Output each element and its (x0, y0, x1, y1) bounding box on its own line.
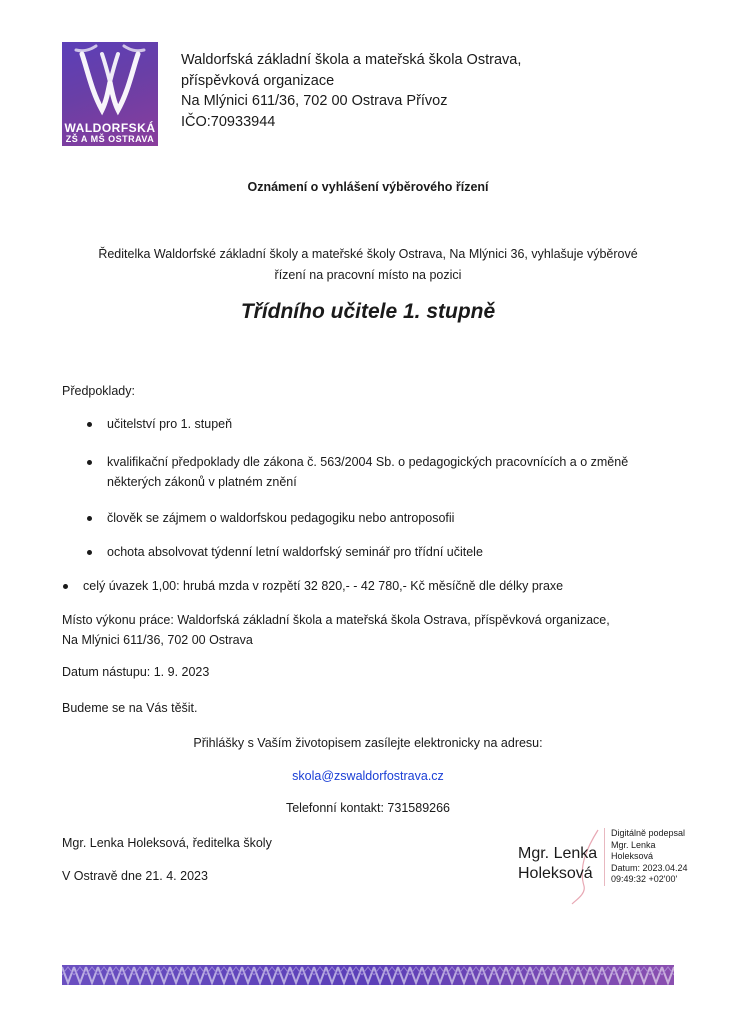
header-line-address: Na Mlýnici 611/36, 702 00 Ostrava Přívoz (181, 93, 448, 109)
salary-item: celý úvazek 1,00: hrubá mzda v rozpětí 32 820,- - 42 780,- Kč měsíčně dle délky praxe (83, 576, 563, 596)
workplace-line2: Na Mlýnici 611/36, 702 00 Ostrava (62, 633, 253, 647)
requirement-item: učitelství pro 1. stupeň (107, 414, 232, 434)
closing-text: Budeme se na Vás těšit. (62, 701, 198, 715)
school-header (181, 50, 521, 132)
header-line-ico: IČO:70933944 (181, 113, 276, 130)
position-title: Třídního učitele 1. stupně (240, 300, 496, 323)
apply-instructions: Přihlášky s Vaším životopisem zasílejte elektronicky na adresu: (193, 736, 543, 750)
requirement-item: člověk se zájmem o waldorfskou pedagogiku nebo antroposofii (107, 508, 454, 528)
digital-signature-name (518, 844, 597, 884)
workplace-paragraph (62, 610, 674, 650)
logo-text-line1: WALDORFSKÁ (64, 121, 156, 135)
sig-time: 09:49:32 +02'00' (611, 874, 678, 884)
workplace-line1: Místo výkonu práce: Waldorfská základní škola a mateřská škola Ostrava, příspěvková organizace, (62, 613, 610, 627)
place-and-date: V Ostravě dne 21. 4. 2023 (62, 869, 208, 883)
contact-email-row (0, 766, 736, 786)
requirement-item-line2: některých zákonů v platném znění (107, 475, 297, 489)
header-line-name: Waldorfská základní škola a mateřská škola Ostrava, (181, 52, 522, 68)
sig-date: Datum: 2023.04.24 (611, 862, 688, 873)
announcement-title: Oznámení o vyhlášení výběrového řízení (247, 180, 489, 194)
header-line-org-type: příspěvková organizace (181, 72, 335, 89)
requirement-item: ochota absolvovat týdenní letní waldorfský seminář pro třídní učitele (107, 542, 483, 562)
signatory-line: Mgr. Lenka Holeksová, ředitelka školy (62, 836, 272, 850)
school-logo (62, 42, 158, 146)
requirement-item (107, 452, 628, 492)
phone-contact: Telefonní kontakt: 731589266 (285, 801, 451, 815)
decorative-border-icon (62, 965, 674, 985)
intro-line1: Ředitelka Waldorfské základní školy a mateřské školy Ostrava, Na Mlýnici 36, vyhlašuje výběrové (98, 247, 638, 261)
sig-name-line2: Holeksová (518, 865, 593, 882)
requirement-item-line1: kvalifikační předpoklady dle zákona č. 563/2004 Sb. o pedagogických pracovnících a o změně (107, 455, 629, 469)
intro-paragraph (60, 244, 676, 286)
start-date: Datum nástupu: 1. 9. 2023 (62, 665, 210, 679)
sig-label: Digitálně podepsal (611, 828, 686, 838)
intro-line2: řízení na pracovní místo na pozici (274, 268, 462, 282)
requirements-title: Předpoklady: (62, 384, 135, 398)
digital-signature-details (604, 828, 721, 886)
sig-signer-line2: Holeksová (611, 851, 654, 861)
logo-text-line2: ZŠ A MŠ OSTRAVA (65, 134, 155, 144)
sig-signer-line1: Mgr. Lenka (611, 839, 656, 850)
sig-name-line1: Mgr. Lenka (518, 845, 598, 862)
contact-email-link[interactable]: skola@zswaldorfostrava.cz (292, 769, 444, 783)
